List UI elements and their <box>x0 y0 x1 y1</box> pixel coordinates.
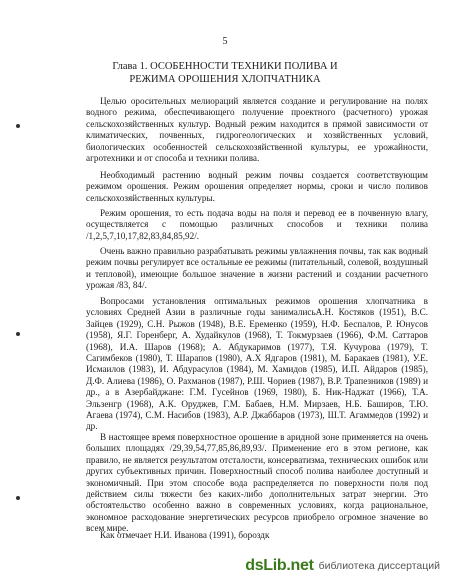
paragraph-2: Необходимый растению водный режим почвы создается соответствующим режимом орошения. Режим орошения определяет нормы, сроки и число поливов сельскохозяйственных культуры. <box>86 170 428 203</box>
paragraph-7: Как отмечает Н.И. Иванова (1991), бороздк <box>100 530 270 540</box>
scan-mark <box>16 496 20 500</box>
page-number: 5 <box>222 36 228 47</box>
chapter-title <box>20 60 430 86</box>
scan-mark <box>16 332 20 336</box>
paragraph-3: Режим орошения, то есть подача воды на поля и перевод ее в почвенную влагу, осуществляется с помощью различных способов и техники полива /1,2,5,7,10,17,82,83,84,85,92/. <box>86 208 428 241</box>
chapter-title-line-2: РЕЖИМА ОРОШЕНИЯ ХЛОПЧАТНИКА <box>129 74 321 85</box>
scan-mark <box>16 124 20 128</box>
watermark <box>245 556 440 576</box>
paragraph-6: В настоящее время поверхностное орошение в аридной зоне применяется на очень больших площадях /29,39,54,77,85,86,89,93/. Применение его в этом регионе, как правило, не является результатом отсталости, консерватизма, технических ошибок или других субъективных причин. Поверхностный способ полива наиболее доступный и экономичный. При этом способе вода распределяется по поверхности поля под действием силы тяжести без каких-либо дополнительных затрат энергии. Это обстоятельство особенно важно в современных условиях, когда рациональное, экономное расходование энергетических ресурсов приобрело огромное значение во всем мире. <box>86 432 428 534</box>
paragraph-5: Вопросами установления оптимальных режимов орошения хлопчатника в условиях Средней Азии в различные годы занималисьА.Н. Костяков (1951), В.С. Зайцев (1929), С.Н. Рыжов (1948), В.Е. Еременко (1959), Н.Ф. Беспалов, Р. Юнусов (1958), Я.Г. Горенберг, А. Худайкулов (1968), Т. Токмурзаев (1966), Ф.М. Саттаров (1968), И.А. Шаров (1968); А. Абдукаримов (1977), Т.Я. Кучурова (1979), Т. Сагимбеков (1980), Т. Шарапов (1980), А.Х Ядгаров (1981), М. Баракаев (1981), У.Е. Исмаилов (1983), И. Абдурасулов (1984), М. Хамидов (1985), И.П. Айдаров (1985), Д.Ф. Алиева (1986), О. Рахманов (1987), Р.Ш. Чориев (1987), В.Р. Трапезников (1989) и др., а в Азербайджане: Г.М. Гусейнов (1969, 1980), Б. Ник-Наджат (1966), Т.А. Эльзенгр (1968), А.К. Оруджев, Г.М. Бабаев, Н.М. Мирзаев, Н.Б. Баширов, Т.Ю. Агаева (1974), С.М. Насибов (1983), А.Р. Джаббаров (1973), Ш.Т. Агаммедов (1992) и др. <box>86 296 428 432</box>
watermark-logo: dsLib.net <box>245 557 314 574</box>
paragraph-1: Целью оросительных мелиораций является создание и регулирование на полях водного режима, обеспечивающего получение проектного (расчетного) урожая сельскохозяйственных культур. Водный режим находится в прямой зависимости от климатических, почвенных, гидрогеологических и хозяйственных условий, биологических особенностей сельскохозяйственной культуры, ее урожайности, агротехники и от способа и техники полива. <box>86 96 428 164</box>
watermark-text: библиотека диссертаций <box>318 560 440 572</box>
paragraph-4: Очень важно правильно разрабатывать режимы увлажнения почвы, так как водный режим почвы регулирует все остальные ее режимы (питательный, солевой, воздушный и тепловой), имеющие большое значение в жизни растений и создании расчетного урожая /83, 84/. <box>86 246 428 291</box>
chapter-title-line-1: Глава 1. ОСОБЕННОСТИ ТЕХНИКИ ПОЛИВА И <box>112 61 338 72</box>
